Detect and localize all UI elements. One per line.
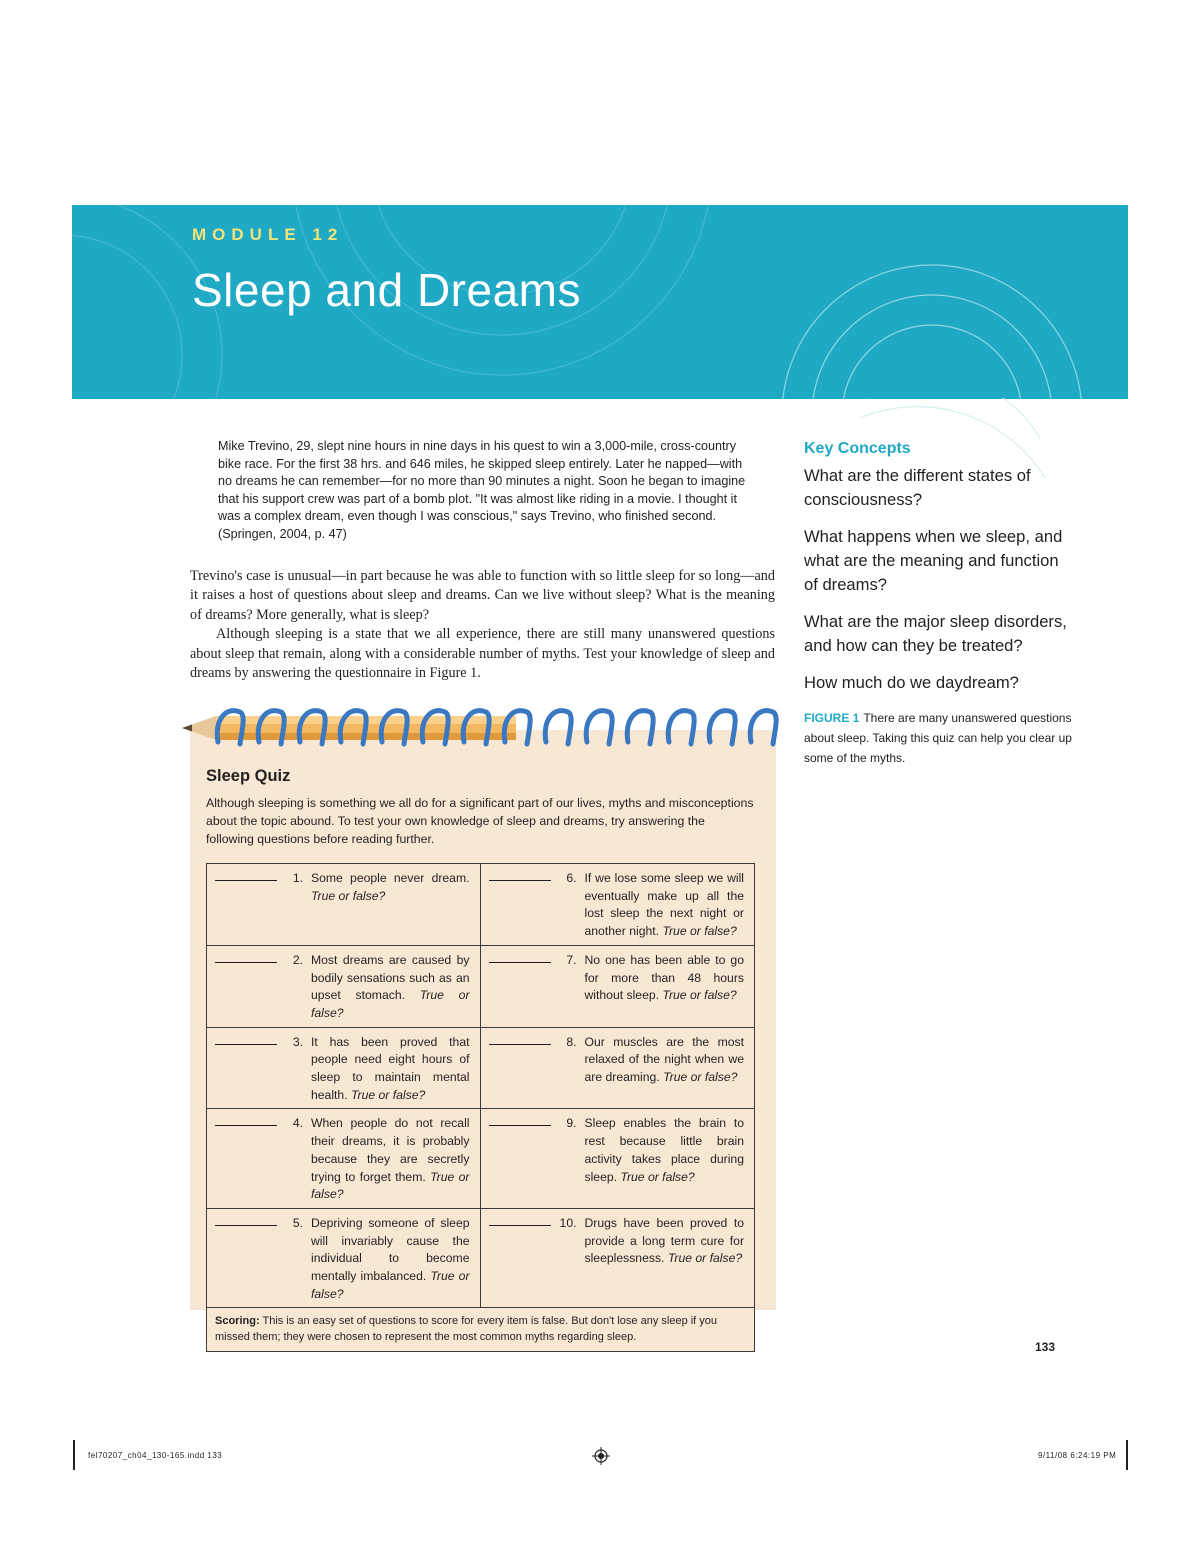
quiz-item-1 <box>207 864 481 945</box>
spiral-coil <box>668 711 694 744</box>
answer-blank[interactable] <box>489 1215 551 1226</box>
footer-timestamp: 9/11/08 6:24:19 PM <box>1038 1451 1117 1460</box>
footer-crop-mark-left <box>73 1440 75 1470</box>
figure-caption-text: There are many unanswered questions about sleep. Taking this quiz can help you clear up some of the myths. <box>804 711 1072 765</box>
answer-blank[interactable] <box>489 952 551 963</box>
figure-caption <box>804 708 1074 768</box>
quiz-row <box>207 1028 754 1110</box>
quiz-item-10 <box>481 1209 755 1308</box>
question-text: Depriving someone of sleep will invariably cause the individual to become mentally imbalanced. True or false? <box>311 1215 470 1301</box>
footer-crop-mark-right <box>1126 1440 1128 1470</box>
quiz-item-8 <box>481 1028 755 1109</box>
spiral-coil <box>586 711 612 744</box>
key-concepts-sidebar <box>804 440 1074 768</box>
key-concept-question: What are the major sleep disorders, and how can they be treated? <box>804 612 1067 655</box>
answer-blank[interactable] <box>215 870 277 881</box>
scoring-label: Scoring: <box>215 1315 260 1328</box>
body-paragraph-1: Trevino's case is unusual—in part because he was able to function with so little sleep for so long—and it raises a host of questions about sleep and dreams. Can we live without sleep? What is the meaning of dreams? More generally, what is sleep? <box>190 568 775 623</box>
question-number: 7. <box>566 952 577 967</box>
answer-blank[interactable] <box>215 952 277 963</box>
body-text <box>190 567 775 683</box>
key-concept-question: What are the different states of consciousness? <box>804 466 1031 509</box>
question-text: Some people never dream. True or false? <box>311 871 470 903</box>
question-text: Most dreams are caused by bodily sensations such as an upset stomach. True or false? <box>311 952 470 1020</box>
answer-blank[interactable] <box>489 1115 551 1126</box>
footer-file-info: fel70207_ch04_130-165.indd 133 <box>88 1451 223 1460</box>
question-number: 2. <box>292 952 303 967</box>
quiz-item-6 <box>481 864 755 945</box>
question-text: Drugs have been proved to provide a long term cure for sleeplessness. True or false? <box>584 1215 744 1266</box>
quiz-intro: Although sleeping is something we all do for a significant part of our lives, myths and misconceptions about the topic abound. To test your own knowledge of sleep and dreams, try answering the following questions before reading further. <box>206 796 754 846</box>
question-text: Our muscles are the most relaxed of the night when we are dreaming. True or false? <box>584 1034 744 1085</box>
quiz-table <box>206 863 755 1352</box>
pencil-and-spiral-binding-icon <box>178 700 780 760</box>
module-banner <box>72 205 1128 399</box>
answer-blank[interactable] <box>215 1034 277 1045</box>
quiz-item-3 <box>207 1028 481 1109</box>
key-concepts-heading: Key Concepts <box>804 440 911 457</box>
quiz-row <box>207 1209 754 1309</box>
question-number: 9. <box>566 1116 577 1131</box>
quiz-item-9 <box>481 1109 755 1208</box>
quiz-item-5 <box>207 1209 481 1308</box>
figure-label: FIGURE 1 <box>804 711 860 725</box>
scoring-text: This is an easy set of questions to score for every item is false. But don't lose any sleep if you missed them; they were chosen to represent the most common myths regarding sleep. <box>215 1315 718 1344</box>
registration-mark-icon <box>592 1447 610 1465</box>
question-text: If we lose some sleep we will eventually make up all the lost sleep the next night or another night. True or false? <box>584 871 744 939</box>
key-concept-question: How much do we daydream? <box>804 673 1019 692</box>
answer-blank[interactable] <box>489 1034 551 1045</box>
question-number: 1. <box>292 871 303 885</box>
module-label: MODULE 12 <box>192 225 344 244</box>
question-text: When people do not recall their dreams, it is probably because they are secretly trying to forget them. True or false? <box>311 1116 470 1202</box>
body-paragraph-2: Although sleeping is a state that we all experience, there are still many unanswered questions about sleep that remain, along with a considerable number of myths. Test your knowledge of sleep and dreams by answering the questionnaire in Figure 1. <box>190 626 775 682</box>
question-number: 6. <box>566 871 577 885</box>
question-text: No one has been able to go for more than 48 hours without sleep. True or false? <box>584 952 744 1003</box>
answer-blank[interactable] <box>215 1215 277 1226</box>
quiz-title: Sleep Quiz <box>206 767 291 785</box>
question-number: 8. <box>566 1034 577 1049</box>
quiz-item-2 <box>207 946 481 1027</box>
quiz-scoring <box>207 1308 754 1351</box>
key-concept-question: What happens when we sleep, and what are the meaning and function of dreams? <box>804 527 1063 594</box>
answer-blank[interactable] <box>489 870 551 881</box>
quiz-item-4 <box>207 1109 481 1208</box>
quiz-row <box>207 864 754 946</box>
question-number: 10. <box>559 1215 577 1230</box>
question-number: 3. <box>292 1034 303 1049</box>
question-number: 5. <box>292 1215 303 1230</box>
quiz-item-7 <box>481 946 755 1027</box>
question-number: 4. <box>292 1116 303 1131</box>
quiz-row <box>207 946 754 1028</box>
sleep-quiz-figure <box>178 700 780 1344</box>
page-number: 133 <box>1035 1340 1056 1354</box>
question-text: It has been proved that people need eight hours of sleep to maintain mental health. True or false? <box>311 1034 470 1102</box>
spiral-coil <box>709 711 735 744</box>
spiral-coil <box>545 711 571 744</box>
quiz-row <box>207 1109 754 1209</box>
spiral-coil <box>750 711 776 744</box>
question-text: Sleep enables the brain to rest because little brain activity takes place during sleep. True or false? <box>584 1116 744 1184</box>
page-title: Sleep and Dreams <box>192 264 581 316</box>
spiral-coil <box>627 711 653 744</box>
opening-quote: Mike Trevino, 29, slept nine hours in nine days in his quest to win a 3,000-mile, cross-country bike race. For the first 38 hrs. and 646 miles, he skipped sleep entirely. Later he napped—with no dreams he can remember—for no more than 90 minutes a night. Soon he began to imagine that his support crew was part of a bomb plot. "It was almost like riding in a movie. I thought it was a complex dream, even though I was conscious," says Trevino, who finished second. (Springen, 2004, p. 47) <box>218 439 746 541</box>
answer-blank[interactable] <box>215 1115 277 1126</box>
